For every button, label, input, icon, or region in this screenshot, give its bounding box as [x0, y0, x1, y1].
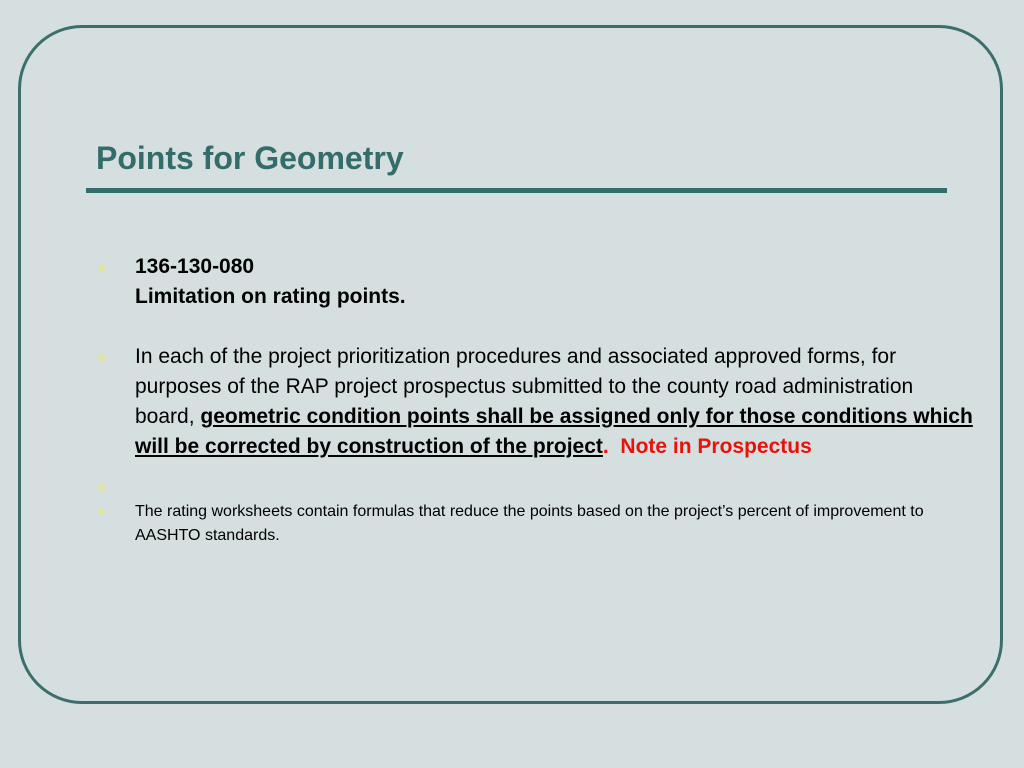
period: . — [602, 435, 609, 458]
bullet-dot-icon — [98, 484, 106, 492]
rule-heading: Limitation on rating points. — [135, 285, 406, 308]
bullet-dot-icon — [98, 354, 106, 362]
prospectus-note: Note in Prospectus — [620, 435, 812, 458]
emphasis-text: geometric condition points shall be assigned only for those conditions which will be corrected by construction of the project — [135, 405, 973, 458]
bullet-item-prioritization — [98, 342, 978, 462]
title-underline — [86, 188, 947, 193]
bullet-item-rule-code — [98, 252, 978, 312]
bullet-list — [98, 252, 978, 548]
bullet-dot-icon — [98, 508, 105, 515]
bullet-item-worksheets — [98, 500, 978, 548]
worksheet-text: The rating worksheets contain formulas that reduce the points based on the project’s percent of improvement to AASHTO standards. — [135, 503, 924, 544]
slide-title: Points for Geometry — [96, 140, 404, 176]
rule-code: 136-130-080 — [135, 255, 255, 278]
bullet-item-empty — [98, 470, 978, 498]
body-text: In each of the project prioritization procedures and associated approved forms, for purposes of the RAP project prospectus submitted to the county road administration board, — [135, 345, 914, 428]
bullet-dot-icon — [98, 264, 106, 272]
